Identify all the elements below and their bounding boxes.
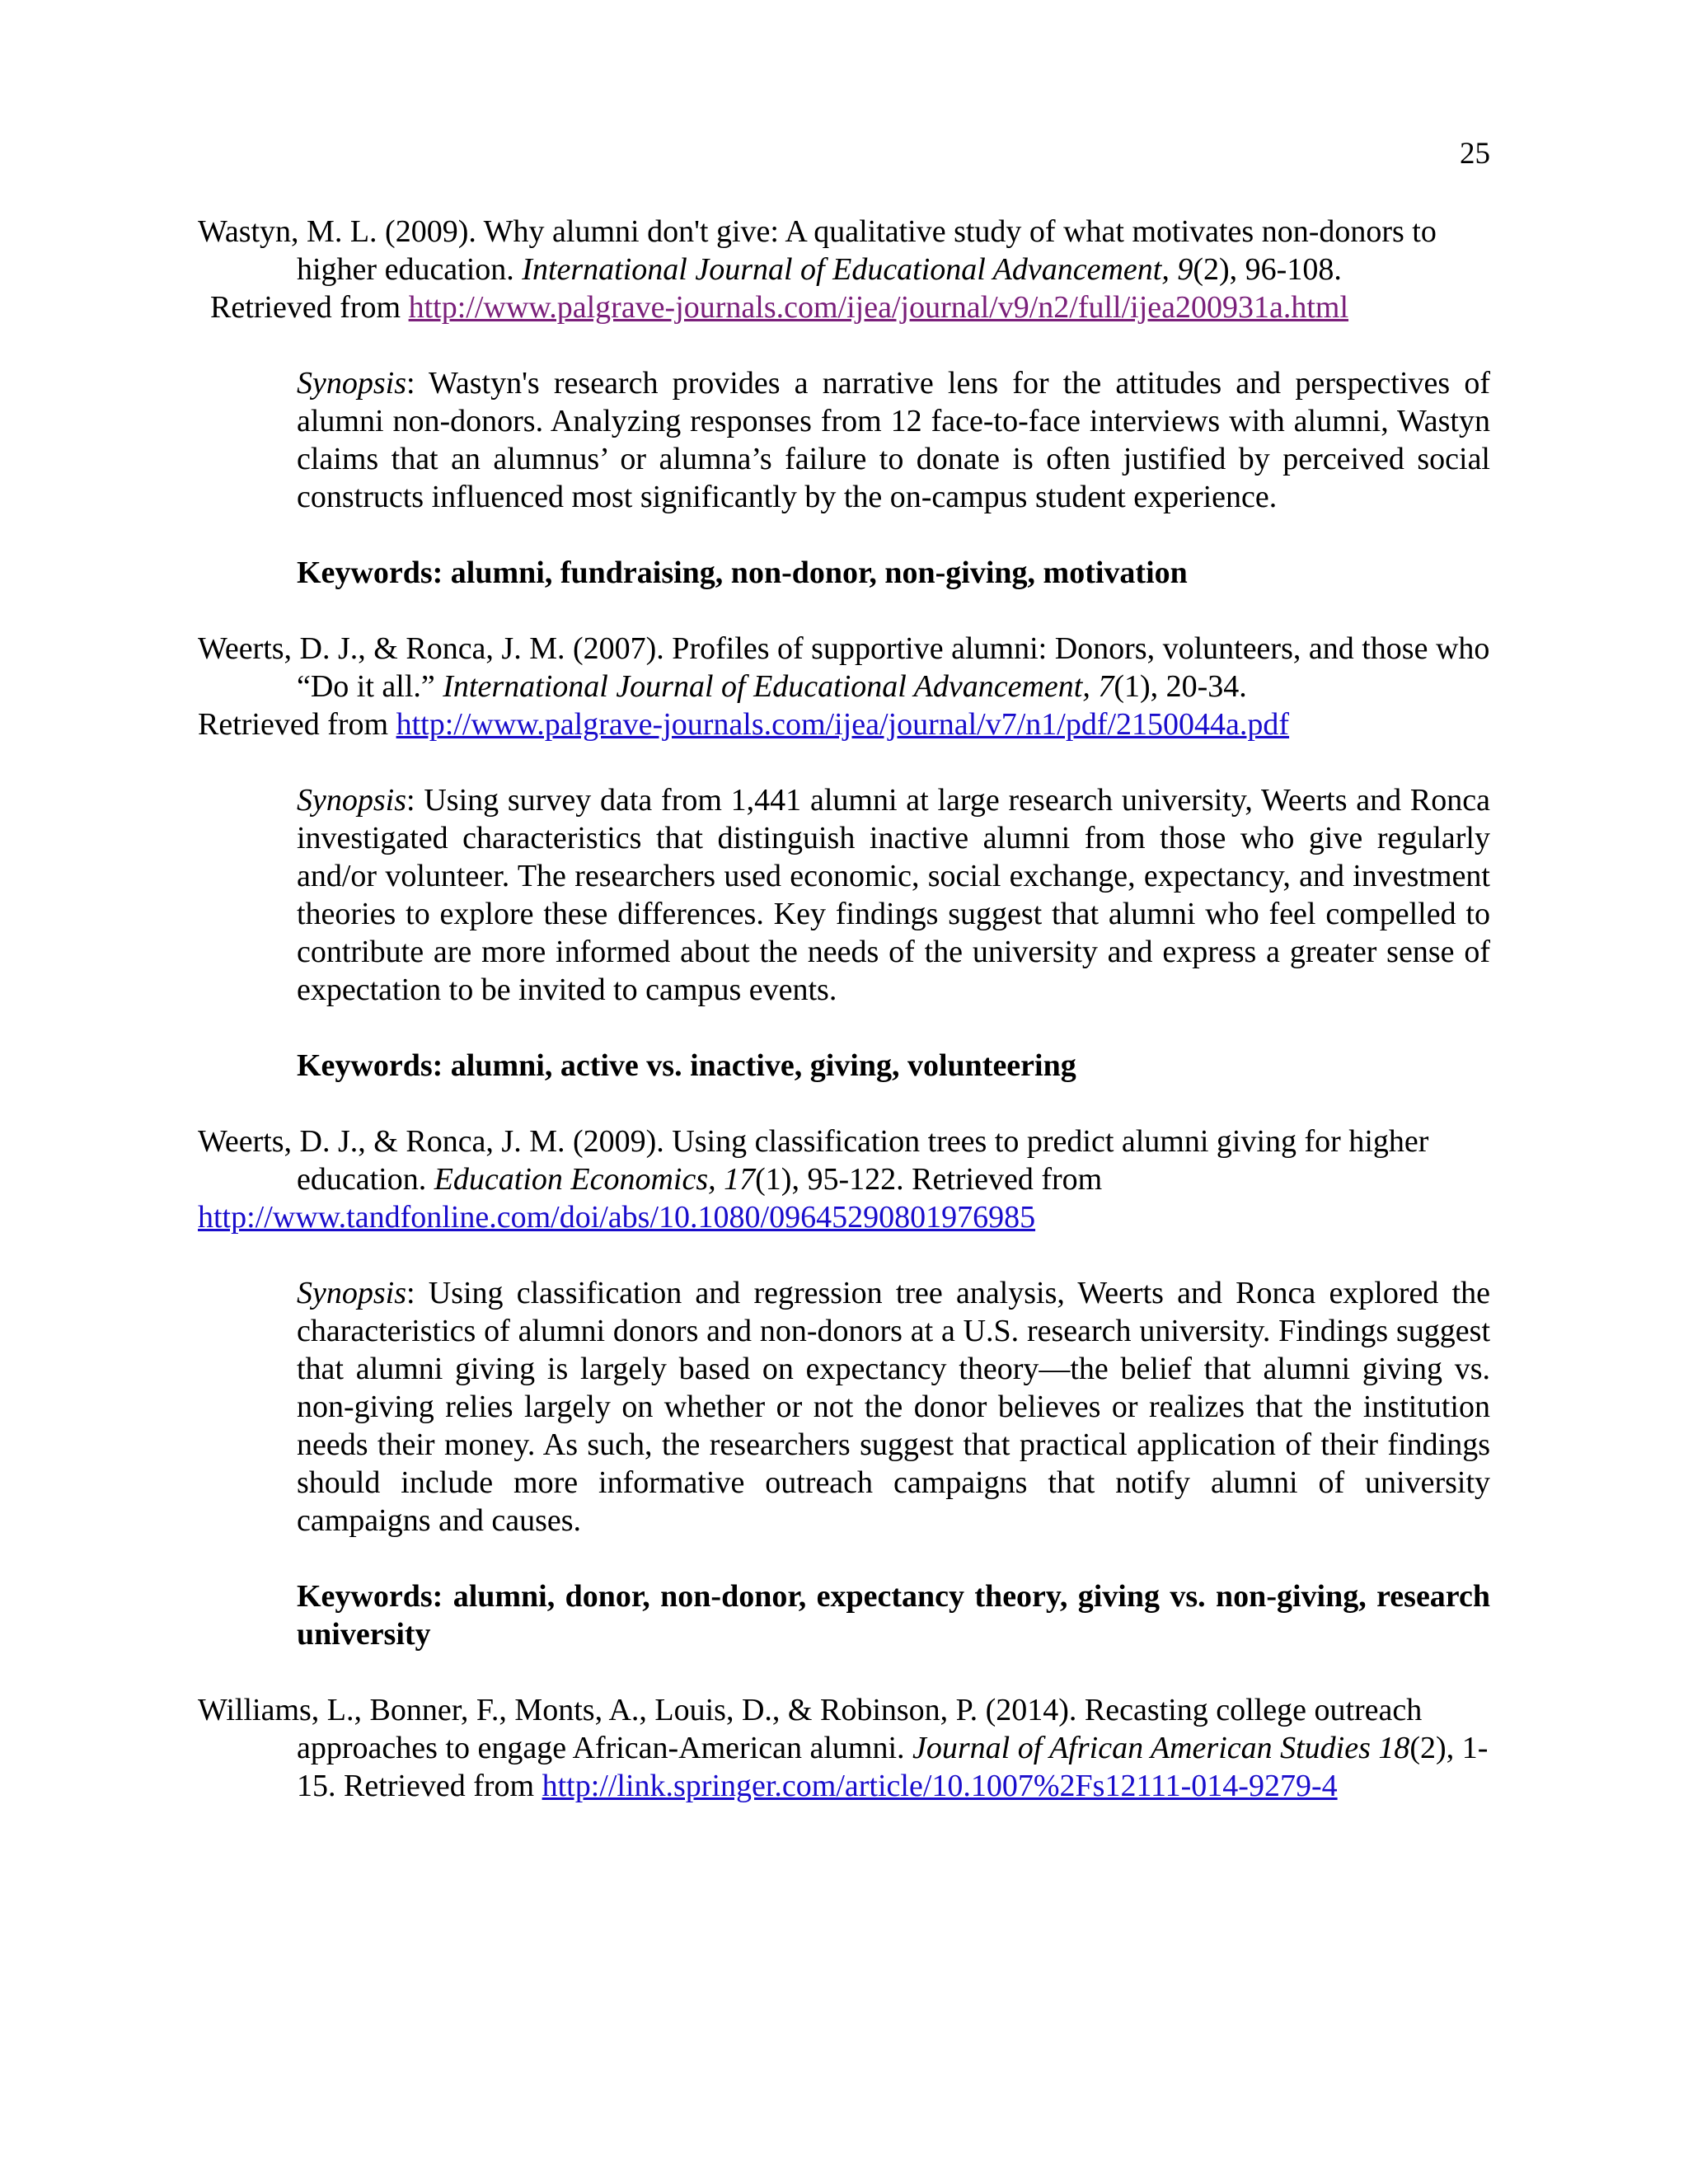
citation-volume: (2), 1-15. Retrieved from (297, 1731, 1489, 1803)
retrieved-line (198, 705, 1490, 743)
citation (198, 1691, 1490, 1805)
citation-volume: (1), 20-34. (1114, 669, 1247, 704)
reference-entry-weerts-2009 (198, 1122, 1490, 1653)
synopsis-label: Synopsis (297, 783, 406, 818)
reference-entry-weerts-2007 (198, 630, 1490, 1085)
citation-text: Weerts, D. J., & Ronca, J. M. (2009). Using classification trees to predict alumni giving for higher education. (198, 1124, 1429, 1197)
retrieved-label: Retrieved from (210, 290, 409, 325)
synopsis-label: Synopsis (297, 366, 406, 401)
citation-text: Williams, L., Bonner, F., Monts, A., Louis, D., & Robinson, P. (2014). Recasting college outreach approaches to engage African-American alumni. (198, 1693, 1423, 1765)
citation (198, 630, 1490, 743)
synopsis-text: : Using classification and regression tree analysis, Weerts and Ronca explored the characteristics of alumni donors and non-donors at a U.S. research university. Findings suggest that alumni giving is largely based on expectancy theory—the belief that alumni giving vs. non-giving relies largely on whether or not the donor believes or realizes that the institution needs their money. As such, the researchers suggest that practical application of their findings should include more informative outreach campaigns that notify alumni of university campaigns and causes. (297, 1276, 1490, 1538)
reference-link[interactable]: http://www.tandfonline.com/doi/abs/10.1080/09645290801976985 (198, 1200, 1036, 1235)
keywords: Keywords: alumni, active vs. inactive, giving, volunteering (297, 1048, 1076, 1083)
journal-title: Journal of African American Studies 18 (912, 1731, 1410, 1765)
synopsis (297, 781, 1490, 1009)
reference-entry-williams-2014 (198, 1691, 1490, 1805)
synopsis-text: : Using survey data from 1,441 alumni at large research university, Weerts and Ronca investigated characteristics that distinguish inactive alumni from those who give regularly and/or volunteer. The researchers used economic, social exchange, expectancy, and investment theories to explore these differences. Key findings suggest that alumni who feel compelled to contribute are more informed about the needs of the university and express a greater sense of expectation to be invited to campus events. (297, 783, 1490, 1007)
synopsis-label: Synopsis (297, 1276, 406, 1310)
retrieved-line (198, 1198, 1490, 1236)
page-number: 25 (1460, 137, 1490, 171)
synopsis-text: : Wastyn's research provides a narrative lens for the attitudes and perspectives of alumni non-donors. Analyzing responses from 12 face-to-face interviews with alumni, Wastyn claims that an alumnus’ or alumna’s failure to donate is often justified by perceived social constructs influenced most significantly by the on-campus student experience. (297, 366, 1490, 514)
retrieved-line (210, 288, 1490, 326)
citation-text: Wastyn, M. L. (2009). Why alumni don't give: A qualitative study of what motivates non-donors to higher education. (198, 214, 1437, 287)
citation-volume: (1), 95-122. Retrieved from (755, 1162, 1103, 1197)
keywords: Keywords: alumni, donor, non-donor, expectancy theory, giving vs. non-giving, research university (297, 1579, 1490, 1652)
reference-link[interactable]: http://www.palgrave-journals.com/ijea/journal/v9/n2/full/ijea200931a.html (408, 290, 1349, 325)
journal-title: International Journal of Educational Advancement, 7 (443, 669, 1114, 704)
reference-entry-wastyn-2009 (198, 213, 1490, 592)
reference-list (198, 213, 1490, 1843)
citation-text: Weerts, D. J., & Ronca, J. M. (2007). Profiles of supportive alumni: Donors, volunteers, and those who “Do it all.” (198, 631, 1490, 704)
synopsis (297, 364, 1490, 516)
journal-title: International Journal of Educational Advancement, 9 (522, 252, 1193, 287)
retrieved-label: Retrieved from (198, 707, 396, 742)
citation-volume: (2), 96-108. (1193, 252, 1342, 287)
journal-title: Education Economics, 17 (434, 1162, 756, 1197)
synopsis (297, 1274, 1490, 1540)
citation (198, 1122, 1490, 1236)
citation (198, 213, 1490, 326)
keywords: Keywords: alumni, fundraising, non-donor, non-giving, motivation (297, 555, 1188, 590)
reference-link[interactable]: http://www.palgrave-journals.com/ijea/journal/v7/n1/pdf/2150044a.pdf (396, 707, 1290, 742)
reference-link[interactable]: http://link.springer.com/article/10.1007%2Fs12111-014-9279-4 (542, 1769, 1338, 1803)
